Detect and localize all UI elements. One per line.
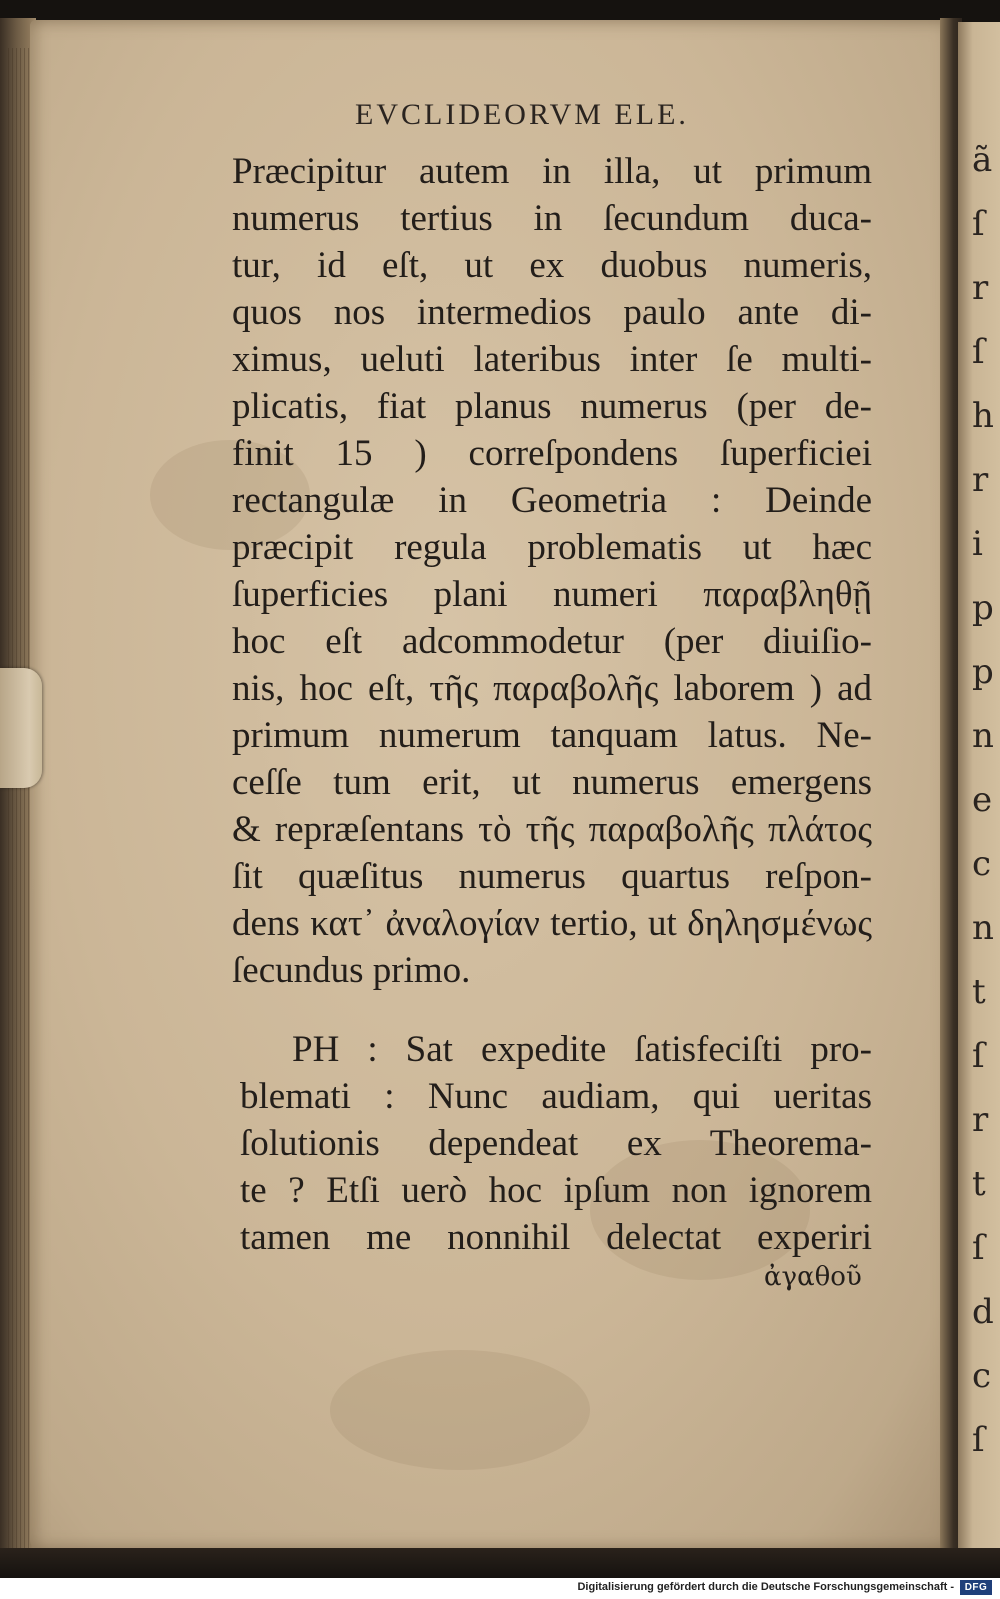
facing-page-letter: ſ — [972, 1420, 985, 1460]
text-line: Præcipitur autem in illa, ut primum — [232, 151, 872, 192]
text-line: tur, id eſt, ut ex duobus numeris, — [232, 245, 872, 286]
facing-page-letter: ſ — [972, 1228, 985, 1268]
paragraph-2 — [240, 1026, 872, 1261]
page-tab-marker — [0, 668, 42, 788]
text-line: ſuperficies plani numeri παραβληθῇ — [232, 574, 872, 615]
text-line: PH : Sat expedite ſatisfeciſti pro- — [292, 1029, 872, 1070]
text-line: primum numerum tanquam latus. Ne- — [232, 715, 872, 756]
facing-page-letter: c — [972, 844, 992, 884]
text-line: dens κατ᾽ ἀναλογίαν tertio, ut δηλησμένως — [232, 903, 872, 944]
text-line: rectangulæ in Geometria : Deinde — [232, 480, 872, 521]
facing-page-letter: ſ — [972, 1036, 985, 1076]
text-line: ſit quæſitus numerus quartus reſpon- — [232, 856, 872, 897]
paper-stain — [330, 1350, 590, 1470]
text-line: ſecundus primo. — [232, 950, 471, 991]
text-line: hoc eſt adcommodetur (per diuiſio- — [232, 621, 872, 662]
catchword: ἀγαθοῦ — [764, 1262, 862, 1292]
paragraph-1 — [232, 148, 872, 994]
text-line: plicatis, fiat planus numerus (per de- — [232, 386, 872, 427]
text-line: blemati : Nunc audiam, qui ueritas — [240, 1076, 872, 1117]
facing-page-letter: n — [972, 716, 994, 756]
text-line: quos nos intermedios paulo ante di- — [232, 292, 872, 333]
facing-page-letter: t — [972, 1164, 986, 1204]
text-line: ximus, ueluti lateribus inter ſe multi- — [232, 339, 872, 380]
facing-page-letter: ſ — [972, 332, 985, 372]
facing-page-letter: r — [972, 1100, 989, 1140]
spine-texture — [8, 48, 30, 1548]
facing-page-letter: e — [972, 780, 993, 820]
facing-page-letter: p — [972, 652, 994, 692]
facing-page-letter: ã — [972, 140, 993, 180]
facing-page-letter: n — [972, 908, 994, 948]
text-line: te ? Etſi uerò hoc ipſum non ignorem — [240, 1170, 872, 1211]
facing-page-letter: r — [972, 268, 989, 308]
facing-page-letter: d — [972, 1292, 994, 1332]
facing-page-letter: i — [972, 524, 983, 564]
running-head: EVCLIDEORVM ELE. — [355, 98, 689, 131]
text-line: finit 15 ) correſpondens ſuperficiei — [232, 433, 872, 474]
text-line: & repræſentans τὸ τῆς παραβολῆς πλάτος — [232, 809, 872, 850]
text-line: nis, hoc eſt, τῆς παραβολῆς laborem ) ad — [232, 668, 872, 709]
binding-bottom-edge — [0, 1548, 1000, 1578]
text-line: ſolutionis dependeat ex Theorema- — [240, 1123, 872, 1164]
text-line: tamen me nonnihil delectat experiri — [240, 1217, 872, 1258]
facing-page-letter: ſ — [972, 204, 985, 244]
text-line: ceſſe tum erit, ut numerus emergens — [232, 762, 872, 803]
dfg-logo: DFG — [960, 1580, 992, 1595]
facing-page-letter: t — [972, 972, 986, 1012]
facing-page-letter: h — [972, 396, 994, 436]
text-line: præcipit regula problematis ut hæc — [232, 527, 872, 568]
binding-top-edge — [0, 0, 1000, 22]
facing-page-letter: p — [972, 588, 994, 628]
text-line: numerus tertius in ſecundum duca- — [232, 198, 872, 239]
facing-page-letter: r — [972, 460, 989, 500]
footer-credit: Digitalisierung gefördert durch die Deutsche Forschungsgemeinschaft - — [577, 1581, 954, 1593]
facing-page-letter: c — [972, 1356, 992, 1396]
